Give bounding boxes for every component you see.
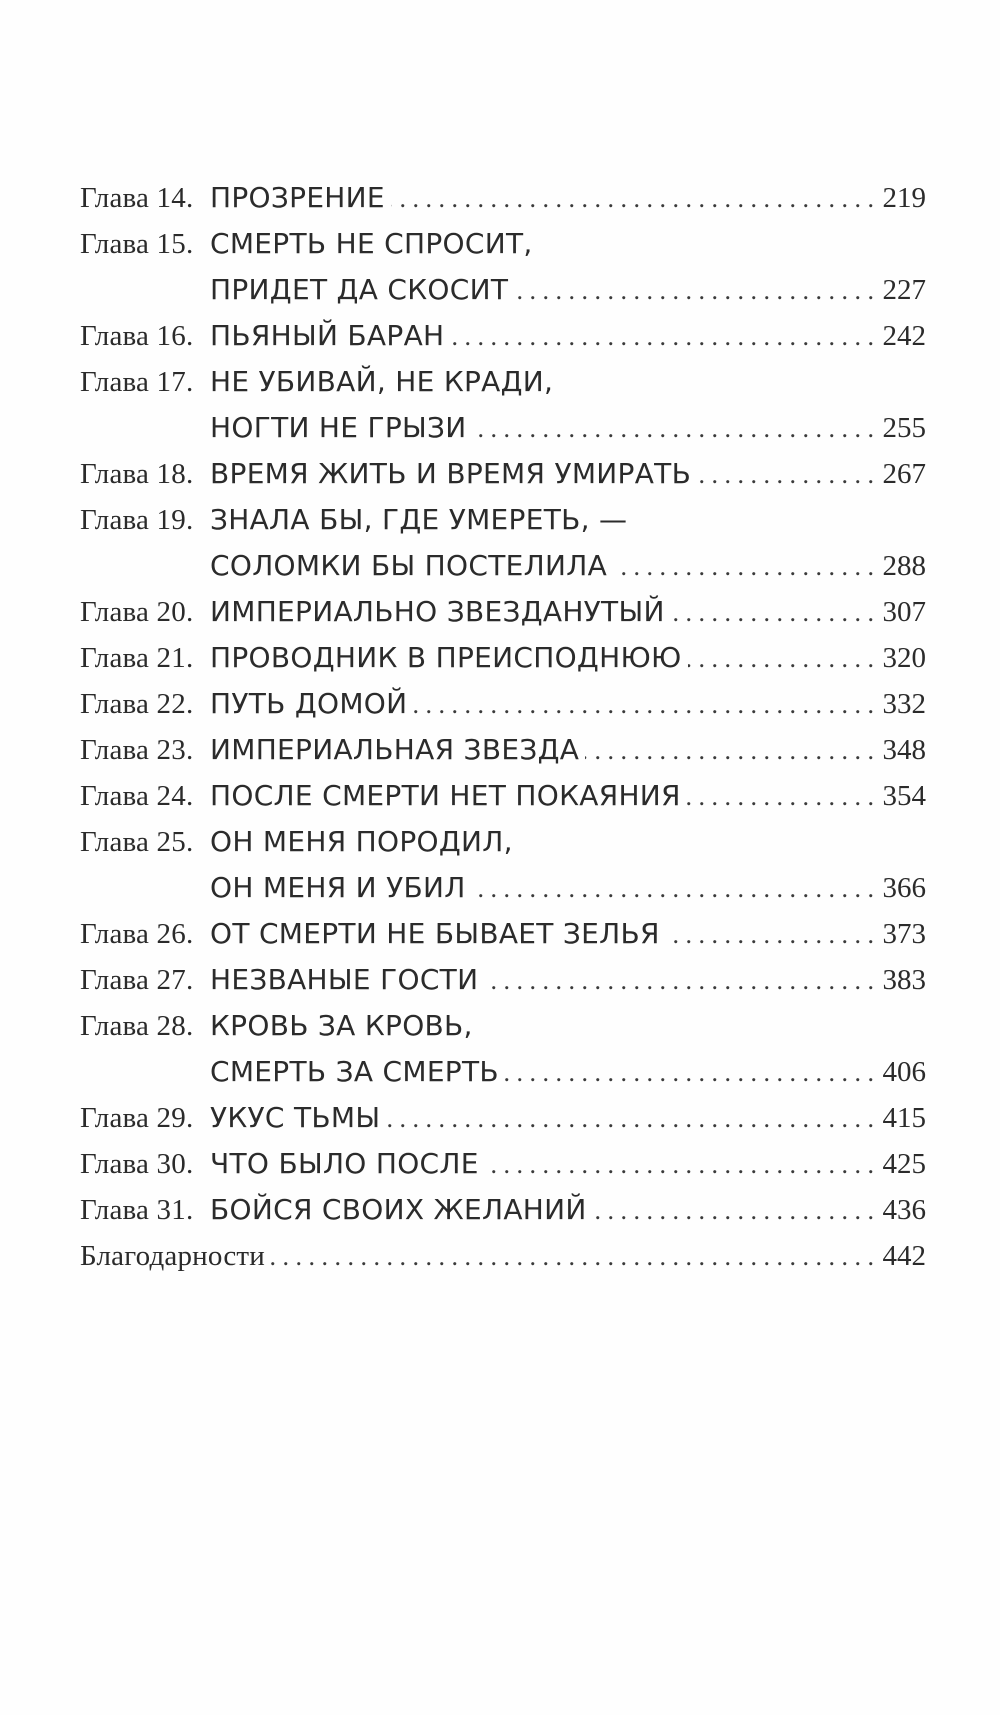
chapter-label: Глава 21. [80,642,194,674]
chapter-title: ИМПЕРИАЛЬНО ЗВЕЗДАНУТЫЙ [210,595,665,628]
page-number: 425 [882,1148,926,1180]
chapter-label: Глава 24. [80,780,194,812]
chapter-label: Глава 25. [80,826,194,858]
chapter-title: СМЕРТЬ НЕ СПРОСИТ, [210,227,533,260]
chapter-title: ОТ СМЕРТИ НЕ БЫВАЕТ ЗЕЛЬЯ [210,917,660,950]
toc-line [80,957,926,1003]
toc-line [80,1049,926,1095]
chapter-title: ВРЕМЯ ЖИТЬ И ВРЕМЯ УМИРАТЬ [210,457,692,490]
page-number: 383 [882,964,926,996]
toc-line [80,865,926,911]
chapter-label: Глава 20. [80,596,194,628]
page-number: 366 [882,872,926,904]
toc-line [80,1187,926,1233]
toc-entry-chapter-22[interactable] [80,681,926,727]
toc-entry-chapter-31[interactable] [80,1187,926,1233]
chapter-label: Глава 27. [80,964,194,996]
page-number: 442 [882,1240,926,1272]
page-number: 227 [882,274,926,306]
toc-line [80,635,926,681]
page-number: 307 [882,596,926,628]
chapter-label: Глава 31. [80,1194,194,1226]
chapter-title: УКУС ТЬМЫ [210,1101,381,1134]
dot-leader [271,1234,874,1280]
dot-leader [593,1188,874,1234]
dot-leader [666,912,874,958]
dot-leader [514,268,874,314]
toc-entry-chapter-27[interactable] [80,957,926,1003]
dot-leader [473,406,874,452]
dot-leader [391,176,874,222]
toc-line [80,451,926,497]
chapter-title: ПОСЛЕ СМЕРТИ НЕТ ПОКАЯНИЯ [210,779,681,812]
chapter-label: Глава 29. [80,1102,194,1134]
chapter-title: ПРОВОДНИК В ПРЕИСПОДНЮЮ [210,641,682,674]
dot-leader [585,728,874,774]
page-number: 255 [882,412,926,444]
chapter-label: Глава 26. [80,918,194,950]
page-number: 354 [882,780,926,812]
toc-entry-acknowledgements[interactable] [80,1233,926,1279]
page-number: 415 [882,1102,926,1134]
toc-entry-chapter-28[interactable] [80,1003,926,1095]
toc-line [80,773,926,819]
toc-entry-chapter-21[interactable] [80,635,926,681]
chapter-title: ОН МЕНЯ ПОРОДИЛ, [210,825,513,858]
chapter-title: ПЬЯНЫЙ БАРАН [210,319,445,352]
dot-leader [413,682,874,728]
dot-leader [613,544,874,590]
chapter-title: НЕ УБИВАЙ, НЕ КРАДИ, [210,365,554,398]
page-number: 436 [882,1194,926,1226]
toc-line [80,175,926,221]
chapter-title: ПУТЬ ДОМОЙ [210,687,408,720]
chapter-title: ПРИДЕТ ДА СКОСИТ [210,273,509,306]
chapter-label: Глава 23. [80,734,194,766]
chapter-label: Глава 17. [80,366,194,398]
chapter-label: Глава 18. [80,458,194,490]
page-number: 320 [882,642,926,674]
page-number: 242 [882,320,926,352]
dot-leader [671,590,874,636]
page-number: 288 [882,550,926,582]
toc-line [80,1095,926,1141]
toc-line [80,1141,926,1187]
toc-entry-chapter-24[interactable] [80,773,926,819]
page-number: 332 [882,688,926,720]
page-number: 219 [882,182,926,214]
chapter-title: НЕЗВАНЫЕ ГОСТИ [210,963,479,996]
toc-line [80,819,926,865]
dot-leader [485,1142,874,1188]
toc-line [80,221,926,267]
dot-leader [688,636,875,682]
toc-line [80,911,926,957]
chapter-label: Глава 30. [80,1148,194,1180]
chapter-title: ЗНАЛА БЫ, ГДЕ УМЕРЕТЬ, — [210,503,628,536]
toc-line [80,313,926,359]
toc-line [80,267,926,313]
page-number: 267 [882,458,926,490]
page-number: 406 [882,1056,926,1088]
chapter-title: НОГТИ НЕ ГРЫЗИ [210,411,467,444]
chapter-label: Глава 16. [80,320,194,352]
toc-entry-chapter-30[interactable] [80,1141,926,1187]
toc-entry-chapter-14[interactable] [80,175,926,221]
chapter-title: СОЛОМКИ БЫ ПОСТЕЛИЛА [210,549,608,582]
chapter-label: Глава 14. [80,182,194,214]
table-of-contents [80,175,926,1279]
chapter-title: ЧТО БЫЛО ПОСЛЕ [210,1147,479,1180]
chapter-label: Глава 19. [80,504,194,536]
acknowledgements-label: Благодарности [80,1240,265,1272]
chapter-label: Глава 22. [80,688,194,720]
page-number: 348 [882,734,926,766]
chapter-title: ИМПЕРИАЛЬНАЯ ЗВЕЗДА [210,733,580,766]
toc-line [80,359,926,405]
toc-line [80,497,926,543]
dot-leader [450,314,874,360]
toc-entry-chapter-25[interactable] [80,819,926,911]
toc-line [80,727,926,773]
dot-leader [472,866,874,912]
toc-entry-chapter-29[interactable] [80,1095,926,1141]
dot-leader [484,958,874,1004]
toc-entry-chapter-16[interactable] [80,313,926,359]
chapter-label: Глава 15. [80,228,194,260]
toc-line [80,681,926,727]
chapter-title: КРОВЬ ЗА КРОВЬ, [210,1009,473,1042]
chapter-title: БОЙСЯ СВОИХ ЖЕЛАНИЙ [210,1193,587,1226]
toc-entry-chapter-18[interactable] [80,451,926,497]
dot-leader [386,1096,874,1142]
chapter-label: Глава 28. [80,1010,194,1042]
toc-entry-chapter-20[interactable] [80,589,926,635]
toc-entry-chapter-15[interactable] [80,221,926,313]
dot-leader [697,452,874,498]
chapter-title: ОН МЕНЯ И УБИЛ [210,871,466,904]
chapter-title: ПРОЗРЕНИЕ [210,181,385,214]
toc-line [80,589,926,635]
toc-line [80,1003,926,1049]
toc-entry-chapter-23[interactable] [80,727,926,773]
chapter-title: СМЕРТЬ ЗА СМЕРТЬ [210,1055,499,1088]
toc-line [80,543,926,589]
dot-leader [687,774,874,820]
toc-entry-chapter-17[interactable] [80,359,926,451]
dot-leader [505,1050,874,1096]
toc-entry-chapter-26[interactable] [80,911,926,957]
toc-line [80,405,926,451]
toc-entry-chapter-19[interactable] [80,497,926,589]
page-number: 373 [882,918,926,950]
